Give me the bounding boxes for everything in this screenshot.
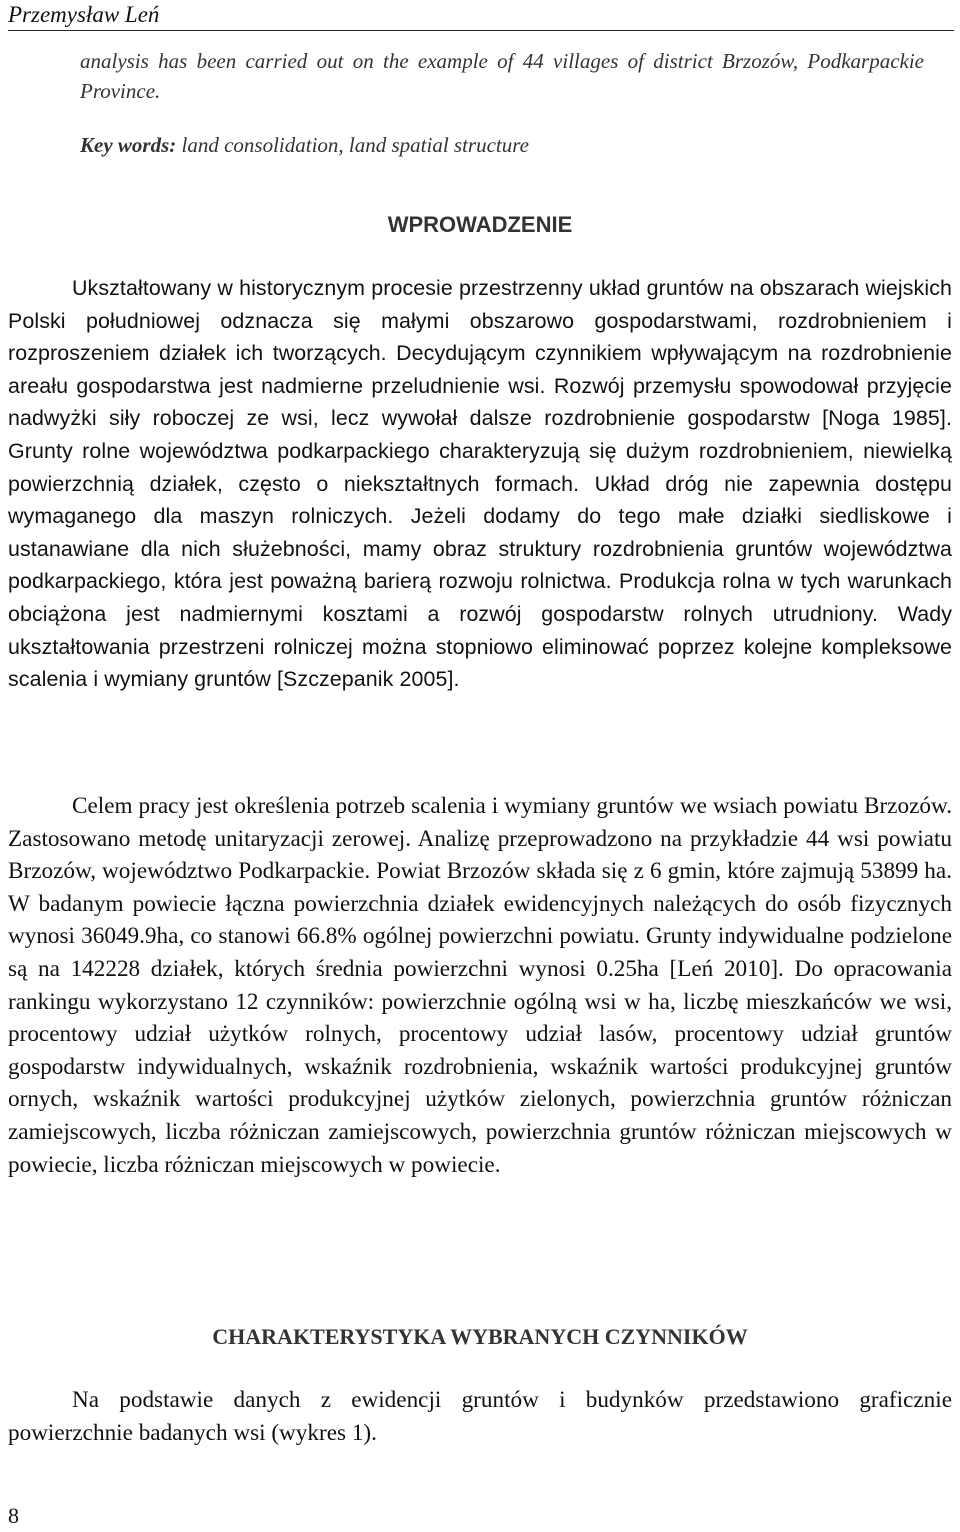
author-name: Przemysław Leń [8,2,160,27]
keywords-label: Key words: [80,133,177,157]
characteristics-paragraph-1 [8,1384,952,1449]
keywords-text: land consolidation, land spatial structure [176,133,529,157]
paragraph: Ukształtowany w historycznym procesie przestrzenny układ gruntów na obszarach wiejskich Polski południowej odznacza się małymi obszarowo gospodarstwami, rozdrobnieniem i rozproszeniem działek ich tworzących. Decydującym czynnikiem wpływającym na rozdrobnienie areału gospodarstwa jest nadmierne przeludnienie wsi. Rozwój przemysłu spowodował przyjęcie nadwyżki siły roboczej ze wsi, lecz wywołał dalsze rozdrobnienie gospodarstw [Noga 1985]. Grunty rolne województwa podkarpackiego charakteryzują się dużym rozdrobnieniem, niewielką powierzchnią działek, często o niekształtnych formach. Układ dróg nie zapewnia dostępu wymaganego dla maszyn rolniczych. Jeżeli dodamy do tego małe działki siedliskowe i ustanawiane dla nich służebności, mamy obraz struktury rozdrobnienia gruntów województwa podkarpackiego, która jest poważną barierą rozwoju rolnictwa. Produkcja rolna w tych warunkach obciążona jest nadmiernymi kosztami a rozwój gospodarstw rolnych utrudniony. Wady ukształtowania przestrzeni rolniczej można stopniowo eliminować poprzez kolejne kompleksowe scalenia i wymiany gruntów [Szczepanik 2005]. [8,276,952,692]
introduction-paragraph-1 [8,272,952,696]
running-header [8,0,954,31]
paragraph: Na podstawie danych z ewidencji gruntów i budynków przedstawiono graficznie powierzchnie badanych wsi (wykres 1). [8,1387,952,1446]
introduction-paragraph-2 [8,790,952,1181]
abstract-continuation: analysis has been carried out on the example of 44 villages of district Brzozów, Podkarpackie Province. [80,49,924,103]
section-title-introduction: WPROWADZENIE [387,212,573,237]
paragraph: Celem pracy jest określenia potrzeb scalenia i wymiany gruntów we wsiach powiatu Brzozów. Zastosowano metodę unitaryzacji zerowej. Analizę przeprowadzono na przykładzie 44 wsi powiatu Brzozów, województwo Podkarpackie. Powiat Brzozów składa się z 6 gmin, które zajmują 53899 ha. W badanym powiecie łączna powierzchnia działek ewidencyjnych należących do osób fizycznych wynosi 36049.9ha, co stanowi 66.8% ogólnej powierzchni powiatu. Grunty indywidualne podzielone są na 142228 działek, których średnia powierzchni wynosi 0.25ha [Leń 2010]. Do opracowania rankingu wykorzystano 12 czynników: powierzchnie ogólną wsi w ha, liczbę mieszkańców we wsi, procentowy udział użytków rolnych, procentowy udział lasów, procentowy udział gruntów gospodarstw indywidualnych, wskaźnik rozdrobnienia, wskaźnik wartości produkcyjnej gruntów ornych, wskaźnik wartości produkcyjnej użytków zielonych, powierzchnia gruntów różniczan zamiejscowych, liczba różniczan zamiejscowych, powierzchnia gruntów różniczan miejscowych w powiecie, liczba różniczan miejscowych w powiecie. [8,793,952,1178]
page-number: 8 [8,1503,19,1528]
section-title-characteristics: CHARAKTERYSTYKA WYBRANYCH CZYNNIKÓW [212,1324,748,1349]
keywords [80,130,924,160]
